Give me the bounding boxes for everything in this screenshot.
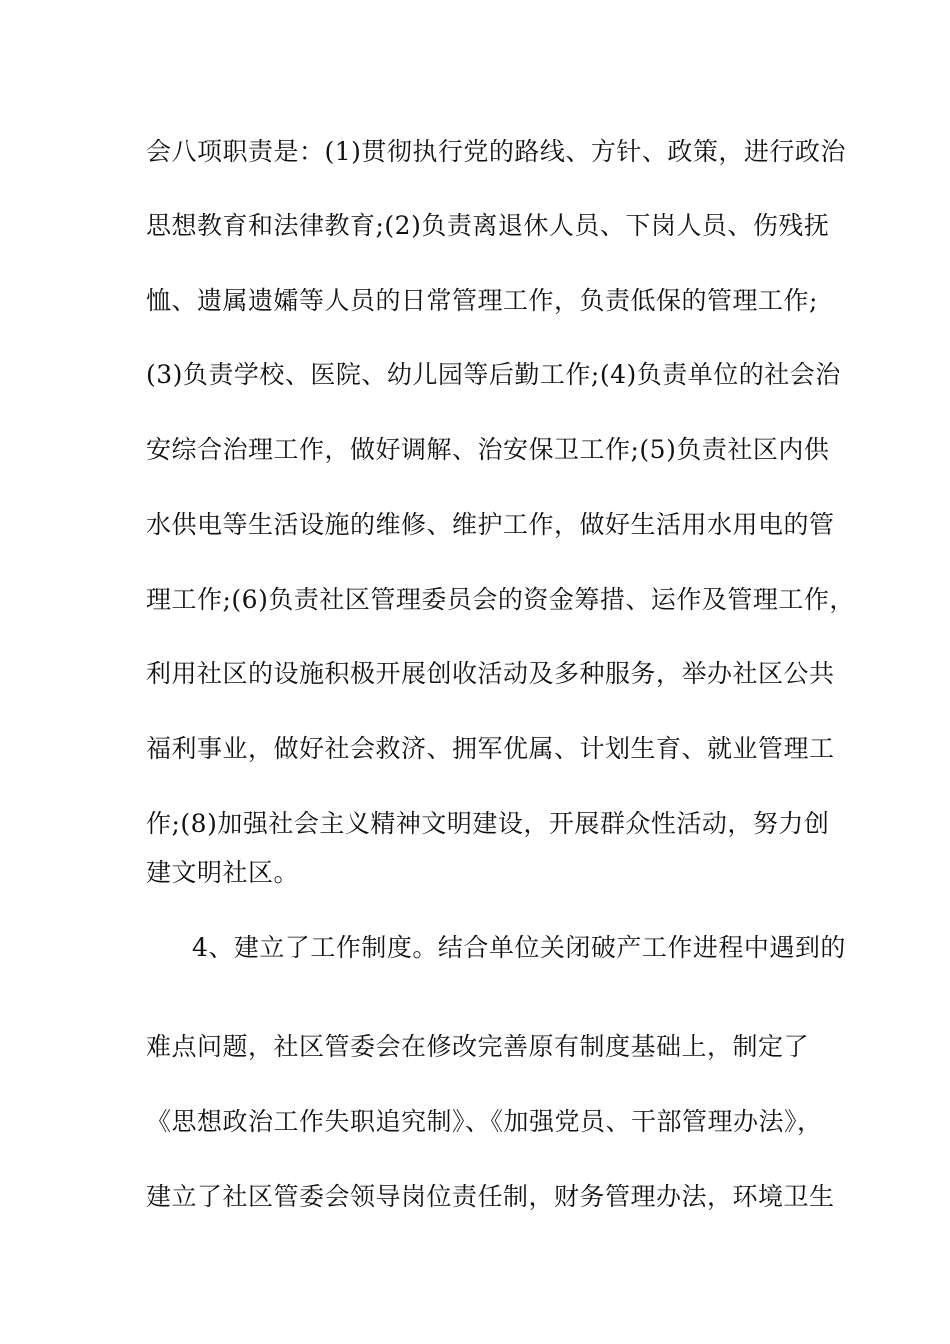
- text-line-1: 会八项职责是：(1)贯彻执行党的路线、方针、政策，进行政治: [146, 137, 846, 166]
- text-line-14: 《思想政治工作失职追究制》、《加强党员、干部管理办法》，: [146, 1107, 823, 1136]
- text-line-4: (3)负责学校、医院、幼儿园等后勤工作;(4)负责单位的社会治: [146, 360, 841, 389]
- text-line-8: 利用社区的设施积极开展创收活动及多种服务，举办社区公共: [146, 659, 835, 688]
- text-line-10: 作;(8)加强社会主义精神文明建设，开展群众性活动，努力创: [146, 809, 830, 838]
- text-line-6: 水供电等生活设施的维修、维护工作，做好生活用水用电的管: [146, 510, 835, 539]
- text-line-3: 恤、遗属遗孀等人员的日常管理工作，负责低保的管理工作;: [146, 286, 818, 315]
- text-line-15: 建立了社区管委会领导岗位责任制，财务管理办法，环境卫生: [146, 1182, 835, 1211]
- paragraph-4-first-line: 4、建立了工作制度。结合单位关闭破产工作进程中遇到的: [192, 933, 846, 962]
- text-line-2: 思想教育和法律教育;(2)负责离退休人员、下岗人员、伤残抚: [146, 211, 830, 240]
- text-line-13: 难点问题，社区管委会在修改完善原有制度基础上，制定了: [146, 1032, 810, 1061]
- text-line-11: 建文明社区。: [146, 858, 300, 887]
- text-line-5: 安综合治理工作，做好调解、治安保卫工作;(5)负责社区内供: [146, 435, 830, 464]
- text-line-9: 福利事业，做好社会救济、拥军优属、计划生育、就业管理工: [146, 734, 835, 763]
- text-line-7: 理工作;(6)负责社区管理委员会的资金筹措、运作及管理工作，: [146, 585, 855, 614]
